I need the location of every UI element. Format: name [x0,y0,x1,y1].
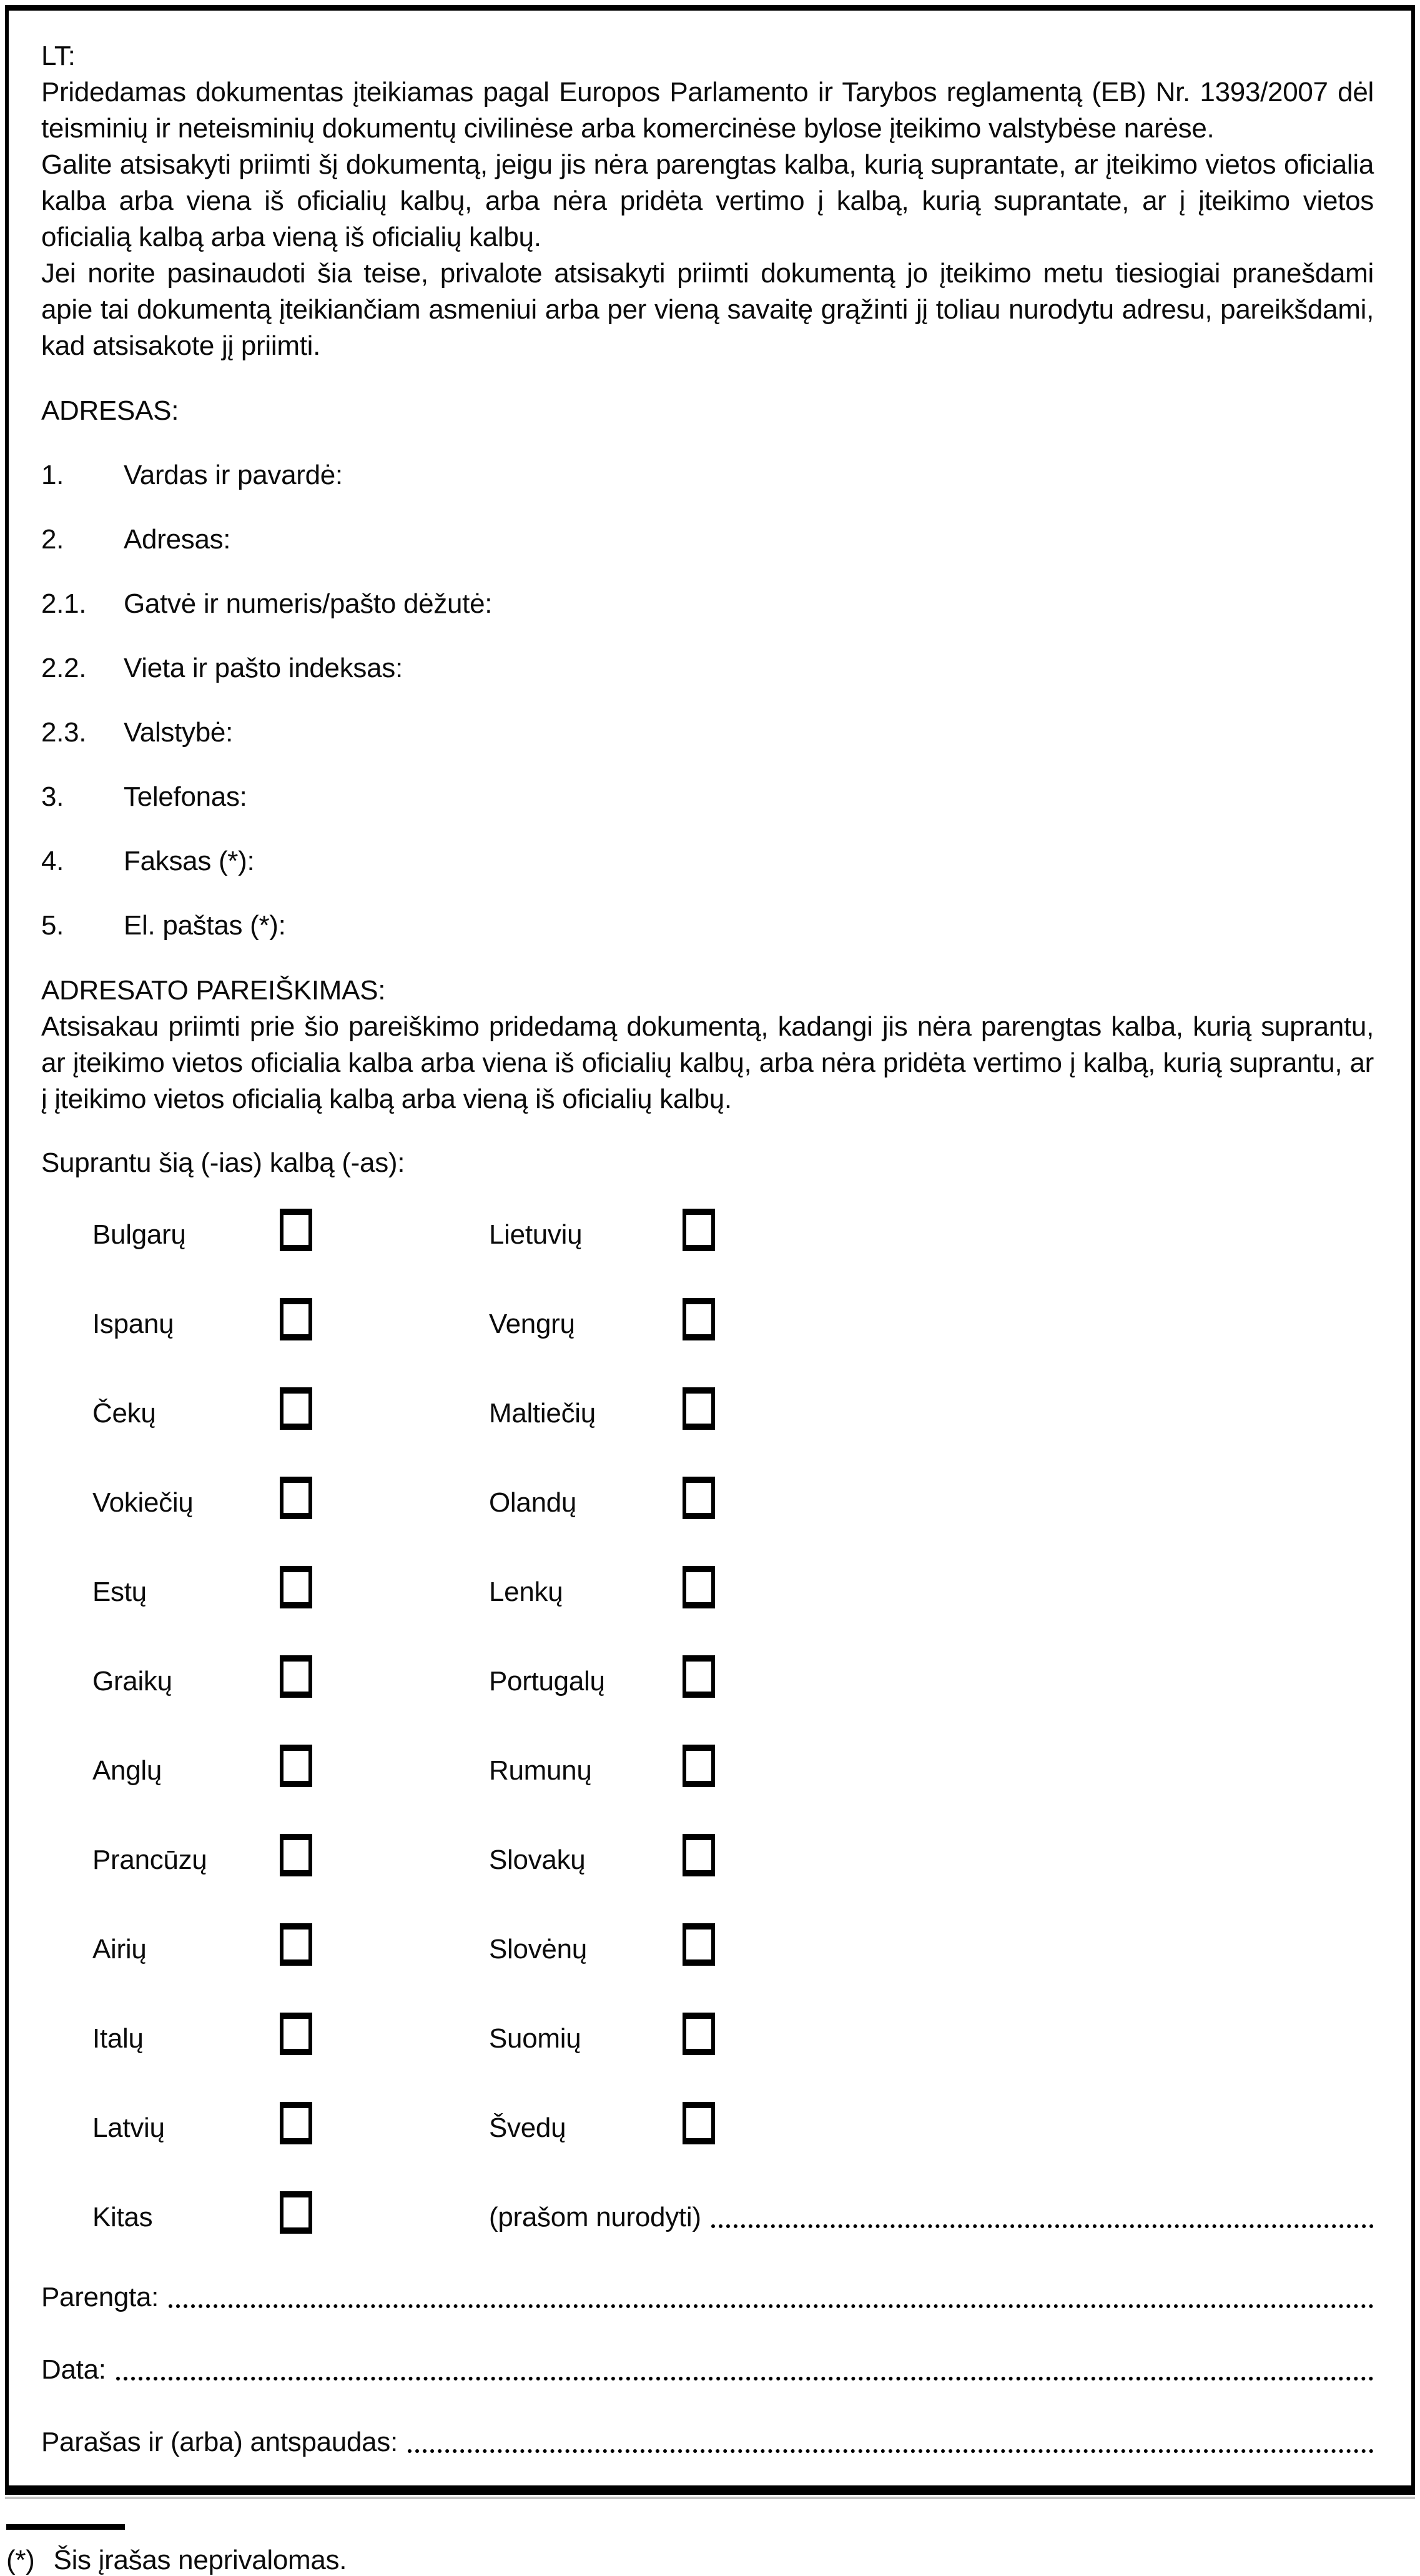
drawn-up-at-label: Parengta: [41,2282,159,2312]
checkbox-portugalu[interactable] [683,1655,715,1698]
language-label-vokieciu: Vokiečių [92,1487,194,1518]
language-label-maltieciu: Maltiečių [489,1397,596,1429]
language-label-latviu: Latvių [92,2112,165,2143]
checkbox-vokieciu[interactable] [280,1477,312,1519]
checkbox-ispanu[interactable] [280,1298,312,1340]
language-row [92,1745,1374,1796]
checkbox-lenku[interactable] [683,1566,715,1608]
other-language-write-in-line[interactable] [711,2224,1374,2228]
language-label-estu: Estų [92,1576,147,1607]
language-row-other [92,2191,1374,2243]
language-label-suomiu: Suomių [489,2023,581,2054]
language-label-svedu: Švedų [489,2112,566,2143]
checkbox-ceku[interactable] [280,1387,312,1430]
language-label-italu: Italų [92,2023,144,2054]
signature-stamp-write-in-line[interactable] [408,2449,1374,2453]
item-label: Gatvė ir numeris/pašto dėžutė: [124,588,493,619]
language-row [92,1387,1374,1439]
item-number: 2.3. [41,717,87,748]
other-language-note: (prašom nurodyti) [489,2201,701,2232]
checkbox-rumunu[interactable] [683,1745,715,1787]
language-label-kitas: Kitas [92,2201,153,2232]
language-row [92,2102,1374,2154]
footnote-separator-rule [6,2524,125,2530]
address-item-phone [41,779,1374,815]
language-row [92,1298,1374,1350]
address-item-country [41,715,1374,751]
item-number: 2.1. [41,588,87,619]
language-label-slovaku: Slovakų [489,1844,586,1875]
item-number: 3. [41,781,64,812]
language-row [92,1477,1374,1528]
refusal-right-paragraph: Galite atsisakyti priimti šį dokumentą, jeigu jis nėra parengtas kalba, kurią suprantate, ar įteikimo vietos oficialia kalba arba viena iš oficialių kalbų, arba nėra pridėta vertimo į kalbą, kurią suprantate, ar į įteikimo vietos oficialią kalbą arba vieną iš oficialių kalbų. [41,149,1374,252]
language-row [92,1209,1374,1261]
address-item-city-postcode [41,650,1374,686]
checkbox-slovaku[interactable] [683,1834,715,1876]
checkbox-suomiu[interactable] [683,2013,715,2055]
language-label-lietuviu: Lietuvių [489,1219,583,1250]
intro-paragraph: Pridedamas dokumentas įteikiamas pagal Europos Parlamento ir Tarybos reglamentą (EB) Nr. 1393/2007 dėl teisminių ir neteisminių dokumentų civilinėse arba komercinėse bylose įteikimo valstybėse narėse. [41,77,1374,144]
language-label-portugalu: Portugalų [489,1665,605,1697]
language-row [92,1566,1374,1618]
language-label-rumunu: Rumunų [489,1755,592,1786]
language-label-prancuzu: Prancūzų [92,1844,207,1875]
item-label: Telefonas: [124,781,247,812]
footnote-text: Šis įrašas neprivalomas. [53,2545,347,2575]
declaration-paragraph: Atsisakau priimti prie šio pareiškimo pridedamą dokumentą, kadangi jis nėra parengtas kalba, kurią suprantu, ar įteikimo vietos oficialia kalba arba viena iš oficialių kalbų, arba nėra pridėta vertimo į kalbą, kurią suprantu, ar į įteikimo vietos oficialią kalbą arba vieną iš oficialių kalbų. [41,1011,1374,1114]
checkbox-airiu[interactable] [280,1923,312,1966]
item-label: El. paštas (*): [124,910,286,941]
box-bottom-shadow-line [5,2497,1415,2499]
checkbox-kitas[interactable] [280,2191,312,2234]
item-label: Faksas (*): [124,846,255,876]
address-item-address [41,522,1374,558]
address-heading: ADRESAS: [41,395,179,426]
checkbox-prancuzu[interactable] [280,1834,312,1876]
language-label-lenku: Lenkų [489,1576,563,1607]
procedure-paragraph: Jei norite pasinaudoti šia teise, privalote atsisakyti priimti dokumentą jo įteikimo metu tiesiogiai pranešdami apie tai dokumentą įteikiančiam asmeniui arba per vieną savaitę grąžinti jį toliau nurodytu adresu, pareikšdami, kad atsisakote jį priimti. [41,258,1374,361]
language-row [92,1834,1374,1886]
language-row [92,2013,1374,2064]
checkbox-svedu[interactable] [683,2102,715,2144]
language-label-graiku: Graikų [92,1665,172,1697]
checkbox-olandu[interactable] [683,1477,715,1519]
item-number: 5. [41,910,64,941]
checkbox-vengru[interactable] [683,1298,715,1340]
address-item-email [41,908,1374,944]
language-label-ceku: Čekų [92,1397,156,1429]
language-label-olandu: Olandų [489,1487,577,1518]
item-number: 4. [41,846,64,876]
address-item-name [41,457,1374,493]
date-field [41,2352,1374,2388]
language-label-airiu: Airių [92,1933,147,1964]
checkbox-latviu[interactable] [280,2102,312,2144]
checkbox-estu[interactable] [280,1566,312,1608]
form-border-box [5,5,1415,2495]
checkbox-graiku[interactable] [280,1655,312,1698]
checkbox-lietuviu[interactable] [683,1209,715,1251]
language-label-anglu: Anglų [92,1755,162,1786]
signature-stamp-field [41,2424,1374,2460]
item-label: Vieta ir pašto indeksas: [124,653,403,683]
language-label-bulgaru: Bulgarų [92,1219,186,1250]
address-item-fax [41,843,1374,879]
drawn-up-at-field [41,2279,1374,2316]
other-language-spec [489,2199,1374,2236]
language-row [92,1923,1374,1975]
checkbox-italu[interactable] [280,2013,312,2055]
languages-understood-intro: Suprantu šią (-ias) kalbą (-as): [41,1147,405,1178]
signature-stamp-label: Parašas ir (arba) antspaudas: [41,2427,398,2457]
language-code-label: LT: [41,41,76,71]
date-label: Data: [41,2354,106,2385]
document-page [0,5,1420,2575]
item-label: Adresas: [124,524,231,555]
item-number: 2. [41,524,64,555]
language-checkbox-table [92,1209,1374,2243]
language-row [92,1655,1374,1707]
checkbox-slovenu[interactable] [683,1923,715,1966]
item-label: Valstybė: [124,717,234,748]
item-number: 2.2. [41,653,87,683]
checkbox-bulgaru[interactable] [280,1209,312,1251]
item-number: 1. [41,460,64,490]
addressee-declaration-heading: ADRESATO PAREIŠKIMAS: [41,975,386,1006]
item-label: Vardas ir pavardė: [124,460,343,490]
date-write-in-line[interactable] [116,2377,1374,2380]
address-item-street [41,586,1374,622]
checkbox-anglu[interactable] [280,1745,312,1787]
checkbox-maltieciu[interactable] [683,1387,715,1430]
footnote [6,2545,1420,2576]
drawn-up-at-write-in-line[interactable] [169,2304,1374,2308]
language-label-ispanu: Ispanų [92,1308,174,1339]
footnote-marker: (*) [6,2545,35,2575]
language-label-vengru: Vengrų [489,1308,575,1339]
language-label-slovenu: Slovėnų [489,1933,587,1964]
